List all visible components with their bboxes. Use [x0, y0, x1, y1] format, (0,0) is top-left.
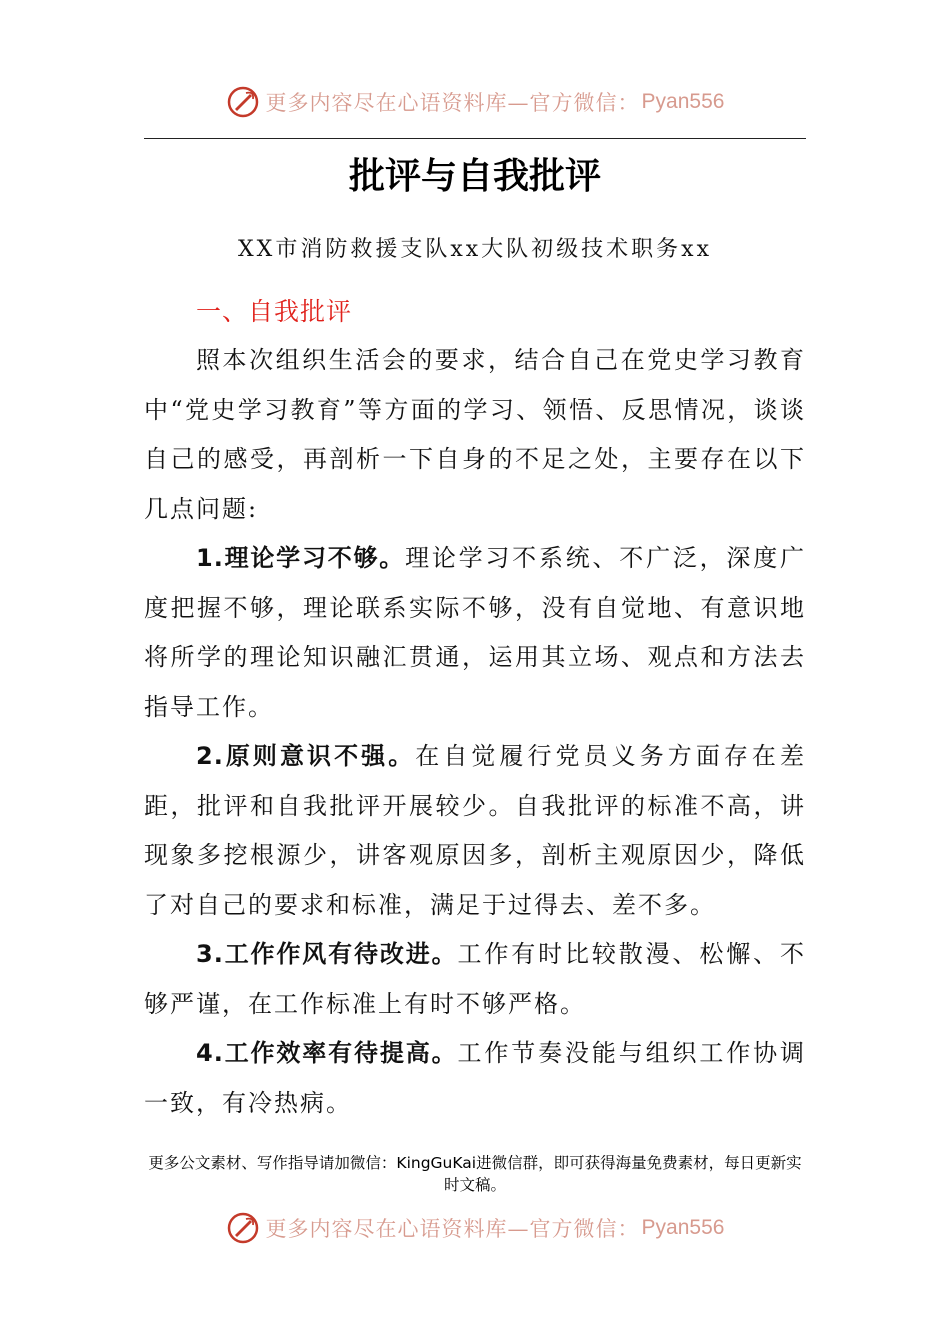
- quill-logo-icon: [226, 85, 260, 119]
- item-paragraph: [144, 732, 806, 930]
- quill-logo-icon: [226, 1211, 260, 1245]
- item-paragraph: [144, 930, 806, 1029]
- item-lead: 1.理论学习不够。: [196, 544, 406, 572]
- item-lead: 2.原则意识不强。: [196, 742, 416, 770]
- header-divider: [144, 138, 806, 139]
- banner-text: 更多内容尽在心语资料库—官方微信：: [265, 91, 640, 115]
- document-body: [144, 336, 806, 1128]
- banner-wechat-id: Pyan556: [641, 1216, 725, 1239]
- item-text: 在自觉履行党员义务方面存在差距，批评和自我批评开展较少。自我批评的标准不高，讲现象多挖根源少，讲客观原因多，剖析主观原因少，降低了对自己的要求和标准，满足于过得去、差不多。: [144, 742, 806, 919]
- item-text: 工作有时比较散漫、松懈、不够严谨，在工作标准上有时不够严格。: [144, 940, 806, 1018]
- footer-note: 更多公文素材、写作指导请加微信：KingGuKai进微信群，即可获得海量免费素材，每日更新实时文稿。: [148, 1154, 802, 1194]
- intro-paragraph: 照本次组织生活会的要求，结合自己在党史学习教育中“党史学习教育”等方面的学习、领悟、反思情况，谈谈自己的感受，再剖析一下自身的不足之处，主要存在以下几点问题:: [144, 346, 806, 523]
- header-banner: [0, 82, 950, 122]
- banner-text: 更多内容尽在心语资料库—官方微信：: [265, 1217, 640, 1241]
- section-heading: 一、自我批评: [196, 297, 353, 326]
- footer-banner: [0, 1208, 950, 1248]
- banner-wechat-id: Pyan556: [641, 90, 725, 113]
- item-paragraph: [144, 1029, 806, 1128]
- item-lead: 3.工作作风有待改进。: [196, 940, 458, 968]
- author-byline: XX市消防救援支队xx大队初级技术职务xx: [238, 237, 712, 262]
- item-text: 理论学习不系统、不广泛，深度广度把握不够，理论联系实际不够，没有自觉地、有意识地将所学的理论知识融汇贯通，运用其立场、观点和方法去指导工作。: [144, 544, 806, 721]
- item-lead: 4.工作效率有待提高。: [196, 1039, 458, 1067]
- document-title: 批评与自我批评: [348, 156, 601, 197]
- item-paragraph: [144, 534, 806, 732]
- item-text: 工作节奏没能与组织工作协调一致，有冷热病。: [144, 1039, 806, 1117]
